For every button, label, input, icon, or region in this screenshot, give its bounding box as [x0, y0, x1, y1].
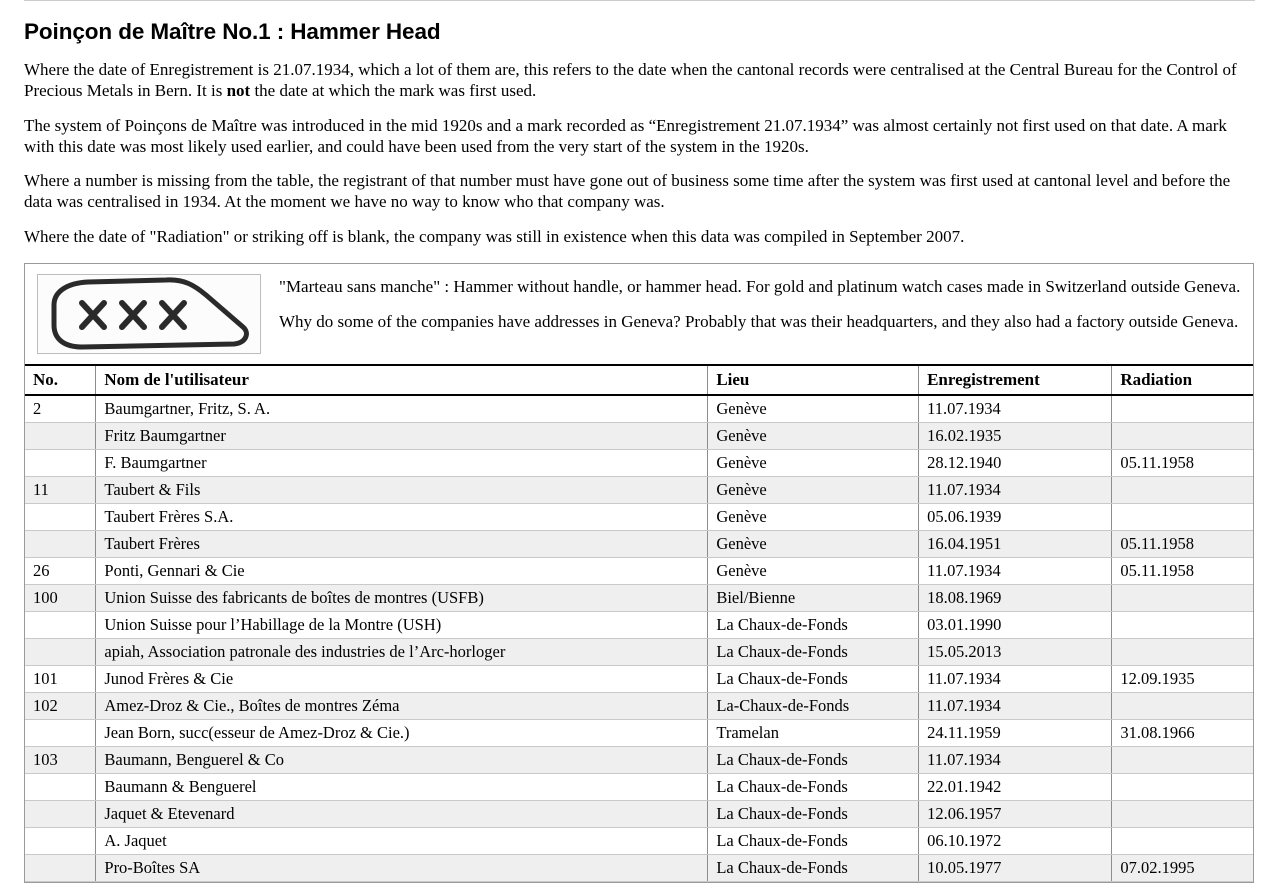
cell-no [25, 503, 96, 530]
page-title: Poinçon de Maître No.1 : Hammer Head [24, 19, 441, 44]
legend-text [279, 274, 1240, 333]
cell-no [25, 827, 96, 854]
cell-lieu: La Chaux-de-Fonds [708, 746, 919, 773]
cell-no: 102 [25, 692, 96, 719]
cell-name: Union Suisse pour l’Habillage de la Montre (USH) [96, 611, 708, 638]
cell-lieu: Tramelan [708, 719, 919, 746]
marks-table [25, 366, 1253, 882]
cell-enregistrement: 11.07.1934 [919, 557, 1112, 584]
paragraph-1-emphasis: not [226, 81, 251, 101]
column-header-lieu: Lieu [708, 366, 919, 395]
cell-radiation: 12.09.1935 [1112, 665, 1253, 692]
cell-radiation [1112, 773, 1253, 800]
cell-radiation: 05.11.1958 [1112, 530, 1253, 557]
cell-no [25, 422, 96, 449]
cell-name: apiah, Association patronale des industries de l’Arc-horloger [96, 638, 708, 665]
legend-line-2: Why do some of the companies have addresses in Geneva? Probably that was their headquarters, and they also had a factory outside Geneva. [279, 312, 1239, 332]
cell-no [25, 773, 96, 800]
cell-lieu: Biel/Bienne [708, 584, 919, 611]
intro-paragraph-3: Where a number is missing from the table, the registrant of that number must have gone out of business some time after the system was first used at cantonal level and before the data was centralised in 1934. At the moment we have no way to know who that company was. [24, 171, 1231, 212]
table-row [25, 746, 1253, 773]
cell-no: 26 [25, 557, 96, 584]
table-header [25, 366, 1253, 395]
cell-lieu: La Chaux-de-Fonds [708, 827, 919, 854]
table-row [25, 557, 1253, 584]
cell-name: Amez-Droz & Cie., Boîtes de montres Zéma [96, 692, 708, 719]
table-body [25, 395, 1253, 882]
cell-name: Pro-Boîtes SA [96, 854, 708, 881]
cell-lieu: La Chaux-de-Fonds [708, 611, 919, 638]
cell-no: 101 [25, 665, 96, 692]
marks-table-container [24, 263, 1254, 883]
cell-enregistrement: 05.06.1939 [919, 503, 1112, 530]
cell-name: Baumgartner, Fritz, S. A. [96, 395, 708, 423]
cell-no [25, 611, 96, 638]
cell-radiation [1112, 503, 1253, 530]
table-row [25, 719, 1253, 746]
cell-enregistrement: 16.04.1951 [919, 530, 1112, 557]
cell-no [25, 854, 96, 881]
cell-enregistrement: 22.01.1942 [919, 773, 1112, 800]
cell-name: Taubert & Fils [96, 476, 708, 503]
cell-enregistrement: 10.05.1977 [919, 854, 1112, 881]
cell-radiation [1112, 827, 1253, 854]
cell-no [25, 800, 96, 827]
cell-name: Junod Frères & Cie [96, 665, 708, 692]
cell-enregistrement: 11.07.1934 [919, 476, 1112, 503]
hammer-head-punch-icon [37, 274, 261, 354]
cell-enregistrement: 11.07.1934 [919, 692, 1112, 719]
table-row [25, 395, 1253, 423]
cell-radiation: 05.11.1958 [1112, 449, 1253, 476]
cell-lieu: Genève [708, 503, 919, 530]
table-row [25, 800, 1253, 827]
table-header-row [25, 366, 1253, 395]
cell-no: 103 [25, 746, 96, 773]
cell-name: F. Baumgartner [96, 449, 708, 476]
cell-enregistrement: 06.10.1972 [919, 827, 1112, 854]
column-header-no: No. [25, 366, 96, 395]
table-row [25, 503, 1253, 530]
table-row [25, 854, 1253, 881]
legend-row [25, 264, 1253, 366]
cell-radiation [1112, 611, 1253, 638]
cell-enregistrement: 15.05.2013 [919, 638, 1112, 665]
cell-name: Union Suisse des fabricants de boîtes de montres (USFB) [96, 584, 708, 611]
cell-lieu: La Chaux-de-Fonds [708, 638, 919, 665]
cell-lieu: Genève [708, 557, 919, 584]
table-row [25, 449, 1253, 476]
table-row [25, 638, 1253, 665]
column-header-name: Nom de l'utilisateur [96, 366, 708, 395]
cell-lieu: Genève [708, 449, 919, 476]
cell-enregistrement: 12.06.1957 [919, 800, 1112, 827]
cell-name: Baumann & Benguerel [96, 773, 708, 800]
cell-radiation [1112, 800, 1253, 827]
cell-no [25, 638, 96, 665]
column-header-enregistrement: Enregistrement [919, 366, 1112, 395]
cell-no [25, 719, 96, 746]
table-row [25, 476, 1253, 503]
cell-lieu: Genève [708, 530, 919, 557]
cell-name: Baumann, Benguerel & Co [96, 746, 708, 773]
cell-radiation [1112, 395, 1253, 423]
column-header-radiation: Radiation [1112, 366, 1253, 395]
cell-lieu: La Chaux-de-Fonds [708, 854, 919, 881]
cell-name: Fritz Baumgartner [96, 422, 708, 449]
cell-enregistrement: 18.08.1969 [919, 584, 1112, 611]
legend-line-1: "Marteau sans manche" : Hammer without handle, or hammer head. For gold and platinum watch cases made in Switzerland outside Geneva. [279, 276, 1241, 296]
cell-enregistrement: 11.07.1934 [919, 746, 1112, 773]
cell-no [25, 449, 96, 476]
cell-lieu: La Chaux-de-Fonds [708, 773, 919, 800]
cell-enregistrement: 16.02.1935 [919, 422, 1112, 449]
table-row [25, 773, 1253, 800]
cell-name: Jean Born, succ(esseur de Amez-Droz & Cie.) [96, 719, 708, 746]
cell-name: Taubert Frères S.A. [96, 503, 708, 530]
table-row [25, 530, 1253, 557]
intro-paragraph-1 [24, 59, 1255, 102]
table-row [25, 665, 1253, 692]
cell-no: 100 [25, 584, 96, 611]
cell-lieu: La Chaux-de-Fonds [708, 665, 919, 692]
cell-name: Jaquet & Etevenard [96, 800, 708, 827]
cell-radiation [1112, 584, 1253, 611]
cell-no: 11 [25, 476, 96, 503]
cell-name: A. Jaquet [96, 827, 708, 854]
table-row [25, 611, 1253, 638]
cell-radiation: 31.08.1966 [1112, 719, 1253, 746]
intro-paragraph-4: Where the date of "Radiation" or striking off is blank, the company was still in existence when this data was compiled in September 2007. [24, 226, 965, 246]
cell-lieu: La Chaux-de-Fonds [708, 800, 919, 827]
table-row [25, 584, 1253, 611]
cell-lieu: La-Chaux-de-Fonds [708, 692, 919, 719]
cell-enregistrement: 28.12.1940 [919, 449, 1112, 476]
cell-radiation [1112, 746, 1253, 773]
cell-radiation: 07.02.1995 [1112, 854, 1253, 881]
table-row [25, 692, 1253, 719]
cell-radiation: 05.11.1958 [1112, 557, 1253, 584]
paragraph-1-before: Where the date of Enregistrement is 21.07.1934, which a lot of them are, this refers to the date when the cantonal records were centralised at the Central Bureau for the Control of Precious Metals in Bern. It is [24, 60, 1237, 101]
cell-no: 2 [25, 395, 96, 423]
cell-enregistrement: 03.01.1990 [919, 611, 1112, 638]
cell-enregistrement: 11.07.1934 [919, 665, 1112, 692]
cell-lieu: Genève [708, 422, 919, 449]
cell-name: Ponti, Gennari & Cie [96, 557, 708, 584]
top-divider [24, 0, 1255, 5]
cell-radiation [1112, 638, 1253, 665]
cell-enregistrement: 24.11.1959 [919, 719, 1112, 746]
cell-radiation [1112, 692, 1253, 719]
cell-name: Taubert Frères [96, 530, 708, 557]
cell-lieu: Genève [708, 476, 919, 503]
intro-paragraph-2: The system of Poinçons de Maître was introduced in the mid 1920s and a mark recorded as “Enregistrement 21.07.1934” was almost certainly not first used on that date. A mark with this date was most likely used earlier, and could have been used from the very start of the system in the 1920s. [24, 115, 1227, 156]
paragraph-1-after: the date at which the mark was first used. [250, 81, 537, 101]
cell-enregistrement: 11.07.1934 [919, 395, 1112, 423]
cell-lieu: Genève [708, 395, 919, 423]
cell-radiation [1112, 422, 1253, 449]
table-row [25, 422, 1253, 449]
cell-radiation [1112, 476, 1253, 503]
cell-no [25, 530, 96, 557]
table-row [25, 827, 1253, 854]
